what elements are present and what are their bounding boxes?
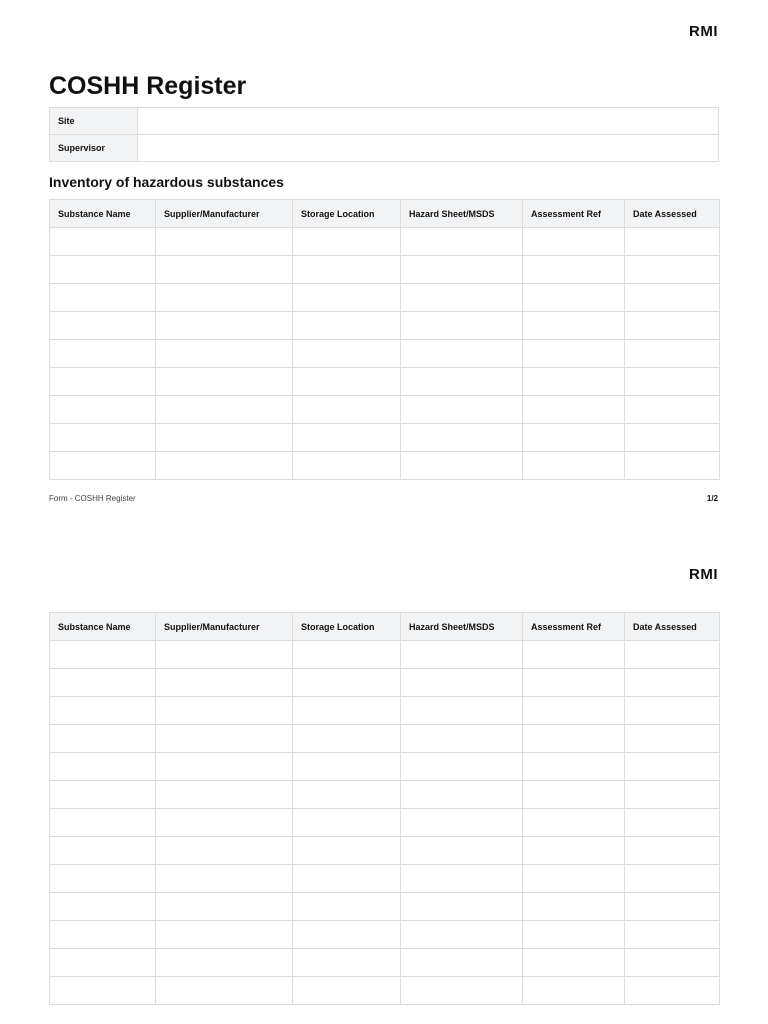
table-cell[interactable] (401, 977, 523, 1005)
site-label: Site (50, 108, 138, 135)
table-cell[interactable] (156, 809, 293, 837)
table-cell[interactable] (401, 725, 523, 753)
table-cell[interactable] (523, 669, 625, 697)
column-header: Supplier/Manufacturer (156, 200, 293, 228)
table-cell[interactable] (401, 949, 523, 977)
table-cell[interactable] (50, 368, 156, 396)
table-cell[interactable] (523, 284, 625, 312)
table-row (50, 424, 720, 452)
table-cell[interactable] (293, 284, 401, 312)
table-row (50, 781, 720, 809)
table-cell[interactable] (156, 725, 293, 753)
table-cell[interactable] (293, 312, 401, 340)
table-row (50, 312, 720, 340)
table-cell[interactable] (401, 340, 523, 368)
table-cell[interactable] (625, 893, 720, 921)
table-cell[interactable] (50, 697, 156, 725)
table-cell[interactable] (50, 837, 156, 865)
supervisor-label: Supervisor (50, 135, 138, 162)
table-cell[interactable] (625, 424, 720, 452)
table-cell[interactable] (50, 725, 156, 753)
table-cell[interactable] (625, 865, 720, 893)
column-header: Storage Location (293, 200, 401, 228)
table-cell[interactable] (156, 256, 293, 284)
table-header-row (50, 613, 720, 641)
table-cell[interactable] (50, 641, 156, 669)
table-cell[interactable] (293, 697, 401, 725)
table-cell[interactable] (156, 753, 293, 781)
table-cell[interactable] (401, 396, 523, 424)
table-row (50, 284, 720, 312)
table-cell[interactable] (293, 921, 401, 949)
table-cell[interactable] (625, 452, 720, 480)
table-cell[interactable] (625, 921, 720, 949)
table-row (50, 228, 720, 256)
table-cell[interactable] (50, 312, 156, 340)
table-cell[interactable] (156, 340, 293, 368)
table-cell[interactable] (401, 424, 523, 452)
table-cell[interactable] (50, 284, 156, 312)
company-logo-page2: RMI (689, 566, 718, 583)
table-cell[interactable] (156, 368, 293, 396)
table-cell[interactable] (523, 893, 625, 921)
table-cell[interactable] (523, 368, 625, 396)
table-cell[interactable] (156, 452, 293, 480)
table-cell[interactable] (523, 228, 625, 256)
table-cell[interactable] (625, 641, 720, 669)
table-row (50, 809, 720, 837)
table-cell[interactable] (625, 312, 720, 340)
table-cell[interactable] (523, 697, 625, 725)
table-cell[interactable] (625, 396, 720, 424)
table-cell[interactable] (625, 725, 720, 753)
column-header: Substance Name (50, 200, 156, 228)
table-cell[interactable] (293, 781, 401, 809)
table-cell[interactable] (401, 452, 523, 480)
table-row (50, 396, 720, 424)
table-row (50, 641, 720, 669)
table-cell[interactable] (293, 865, 401, 893)
table-cell[interactable] (293, 641, 401, 669)
table-cell[interactable] (293, 452, 401, 480)
table-cell[interactable] (156, 949, 293, 977)
table-cell[interactable] (401, 921, 523, 949)
table-cell[interactable] (523, 340, 625, 368)
table-cell[interactable] (401, 753, 523, 781)
table-cell[interactable] (523, 312, 625, 340)
table-cell[interactable] (293, 256, 401, 284)
table-cell[interactable] (401, 641, 523, 669)
table-cell[interactable] (156, 641, 293, 669)
section-title: Inventory of hazardous substances (49, 174, 284, 190)
table-cell[interactable] (293, 228, 401, 256)
table-cell[interactable] (625, 753, 720, 781)
table-cell[interactable] (50, 977, 156, 1005)
table-cell[interactable] (625, 284, 720, 312)
table-cell[interactable] (50, 228, 156, 256)
table-cell[interactable] (523, 753, 625, 781)
column-header: Date Assessed (625, 613, 720, 641)
table-cell[interactable] (625, 228, 720, 256)
table-cell[interactable] (50, 753, 156, 781)
table-cell[interactable] (523, 424, 625, 452)
table-cell[interactable] (50, 424, 156, 452)
column-header: Substance Name (50, 613, 156, 641)
table-row (50, 949, 720, 977)
table-row (50, 669, 720, 697)
info-row-supervisor (50, 135, 719, 162)
table-cell[interactable] (156, 921, 293, 949)
table-cell[interactable] (625, 697, 720, 725)
table-cell[interactable] (523, 865, 625, 893)
table-cell[interactable] (401, 256, 523, 284)
table-cell[interactable] (401, 781, 523, 809)
table-cell[interactable] (401, 284, 523, 312)
table-cell[interactable] (293, 977, 401, 1005)
column-header: Date Assessed (625, 200, 720, 228)
table-row (50, 340, 720, 368)
company-logo: RMI (689, 23, 718, 40)
table-cell[interactable] (523, 809, 625, 837)
table-cell[interactable] (293, 424, 401, 452)
table-row (50, 865, 720, 893)
column-header: Supplier/Manufacturer (156, 613, 293, 641)
table-cell[interactable] (293, 368, 401, 396)
table-cell[interactable] (293, 396, 401, 424)
column-header: Storage Location (293, 613, 401, 641)
table-cell[interactable] (156, 312, 293, 340)
table-cell[interactable] (156, 669, 293, 697)
supervisor-value-field[interactable] (138, 135, 719, 162)
table-cell[interactable] (523, 977, 625, 1005)
table-header-row (50, 200, 720, 228)
table-cell[interactable] (625, 781, 720, 809)
table-cell[interactable] (523, 256, 625, 284)
table-cell[interactable] (625, 977, 720, 1005)
column-header: Hazard Sheet/MSDS (401, 613, 523, 641)
table-cell[interactable] (156, 837, 293, 865)
table-cell[interactable] (50, 865, 156, 893)
table-row (50, 893, 720, 921)
table-row (50, 725, 720, 753)
page-number: 1/2 (706, 494, 718, 503)
table-cell[interactable] (293, 753, 401, 781)
table-cell[interactable] (401, 312, 523, 340)
table-cell[interactable] (401, 837, 523, 865)
table-cell[interactable] (523, 949, 625, 977)
table-row (50, 977, 720, 1005)
table-cell[interactable] (401, 697, 523, 725)
substances-table-page1 (49, 199, 720, 480)
table-cell[interactable] (401, 669, 523, 697)
table-row (50, 753, 720, 781)
table-cell[interactable] (50, 893, 156, 921)
table-row (50, 256, 720, 284)
table-cell[interactable] (523, 725, 625, 753)
table-row (50, 921, 720, 949)
table-cell[interactable] (401, 809, 523, 837)
table-cell[interactable] (50, 340, 156, 368)
table-cell[interactable] (293, 893, 401, 921)
table-cell[interactable] (50, 781, 156, 809)
table-cell[interactable] (625, 669, 720, 697)
site-value-field[interactable] (138, 108, 719, 135)
table-cell[interactable] (156, 424, 293, 452)
table-cell[interactable] (401, 368, 523, 396)
footer-text: Form - COSHH Register (49, 494, 136, 503)
table-cell[interactable] (293, 340, 401, 368)
table-cell[interactable] (50, 809, 156, 837)
table-cell[interactable] (50, 921, 156, 949)
table-cell[interactable] (523, 641, 625, 669)
table-cell[interactable] (293, 949, 401, 977)
table-cell[interactable] (50, 949, 156, 977)
table-cell[interactable] (156, 893, 293, 921)
table-cell[interactable] (156, 781, 293, 809)
table-cell[interactable] (156, 977, 293, 1005)
table-cell[interactable] (523, 921, 625, 949)
table-cell[interactable] (50, 452, 156, 480)
column-header: Hazard Sheet/MSDS (401, 200, 523, 228)
table-cell[interactable] (50, 396, 156, 424)
table-cell[interactable] (293, 725, 401, 753)
table-cell[interactable] (625, 368, 720, 396)
table-cell[interactable] (156, 697, 293, 725)
table-cell[interactable] (50, 256, 156, 284)
info-row-site (50, 108, 719, 135)
table-cell[interactable] (625, 809, 720, 837)
table-cell[interactable] (293, 809, 401, 837)
table-cell[interactable] (156, 284, 293, 312)
table-cell[interactable] (625, 949, 720, 977)
table-row (50, 837, 720, 865)
table-cell[interactable] (625, 340, 720, 368)
table-cell[interactable] (293, 669, 401, 697)
table-cell[interactable] (156, 865, 293, 893)
table-cell[interactable] (401, 228, 523, 256)
table-cell[interactable] (523, 781, 625, 809)
header-info-table (49, 107, 719, 162)
table-cell[interactable] (523, 837, 625, 865)
column-header: Assessment Ref (523, 200, 625, 228)
table-cell[interactable] (523, 452, 625, 480)
table-row (50, 368, 720, 396)
table-cell[interactable] (156, 396, 293, 424)
table-cell[interactable] (401, 865, 523, 893)
table-row (50, 452, 720, 480)
column-header: Assessment Ref (523, 613, 625, 641)
table-row (50, 697, 720, 725)
page-title: COSHH Register (49, 72, 247, 100)
table-cell[interactable] (401, 893, 523, 921)
table-cell[interactable] (625, 837, 720, 865)
table-cell[interactable] (50, 669, 156, 697)
table-cell[interactable] (156, 228, 293, 256)
table-cell[interactable] (523, 396, 625, 424)
table-cell[interactable] (293, 837, 401, 865)
table-cell[interactable] (625, 256, 720, 284)
substances-table-page2 (49, 612, 720, 1005)
